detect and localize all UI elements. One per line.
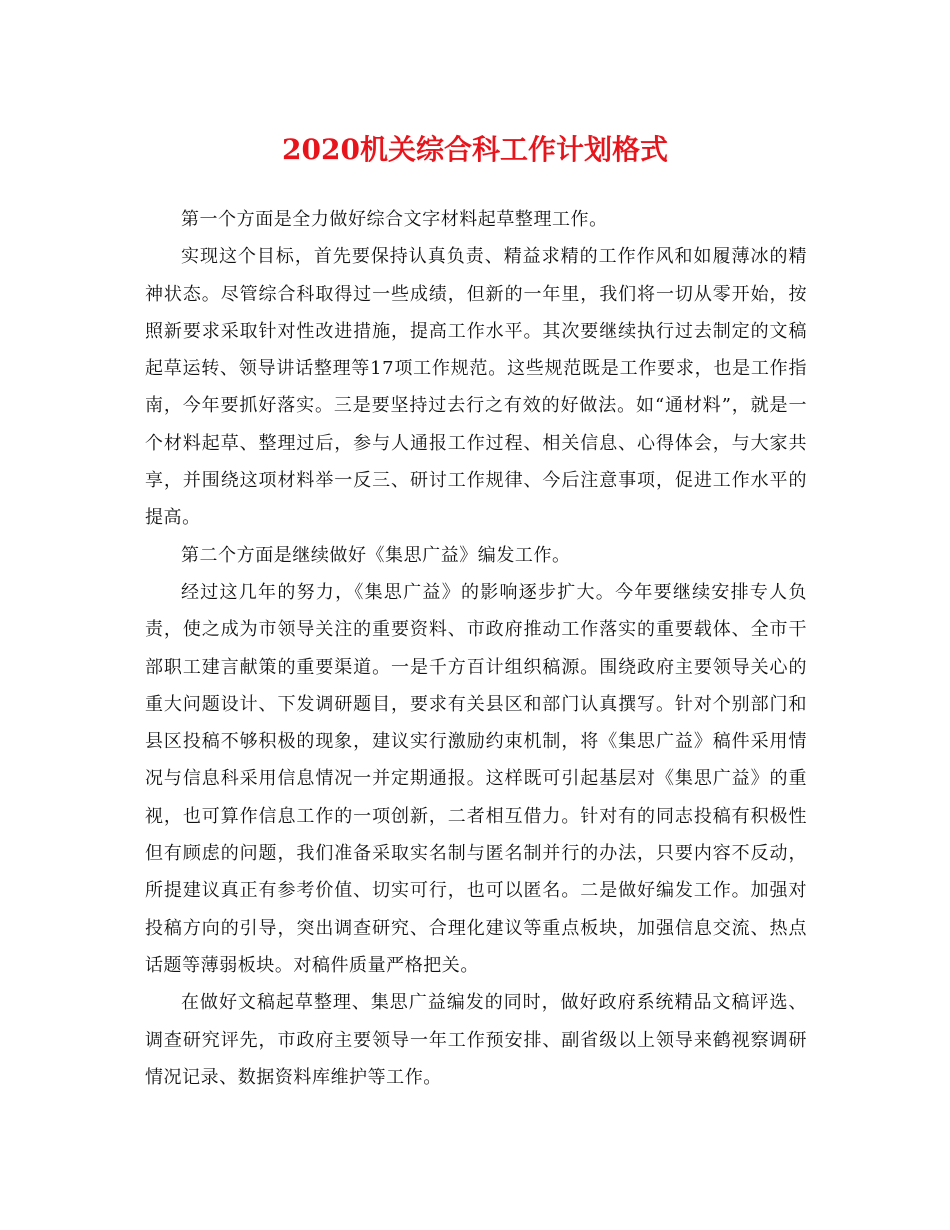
paragraph: 第二个方面是继续做好《集思广益》编发工作。 (181, 544, 571, 566)
paragraph: 实现这个目标，首先要保持认真负责、精益求精的工作作风和如履薄冰的精神状态。尽管综合科取得过一些成绩，但新的一年里，我们将一切从零开始，按照新要求采取针对性改进措施，提高工作水平。其次要继续执行过去制定的文稿起草运转、领导讲话整理等17项工作规范。这些规范既是工作要求，也是工作指南，今年要抓好落实。三是要坚持过去行之有效的好做法。如“通材料”，就是一个材料起草、整理过后，参与人通报工作过程、相关信息、心得体会，与大家共享，并围绕这项材料举一反三、研讨工作规律、今后注意事项，促进工作水平的提高。 (145, 246, 807, 529)
paragraph: 经过这几年的努力，《集思广益》的影响逐步扩大。今年要继续安排专人负责，使之成为市领导关注的重要资料、市政府推动工作落实的重要载体、全市干部职工建言献策的重要渠道。一是千方百计组织稿源。围绕政府主要领导关心的重大问题设计、下发调研题目，要求有关县区和部门认真撰写。针对个别部门和县区投稿不够积极的现象，建议实行激励约束机制，将《集思广益》稿件采用情况与信息科采用信息情况一并定期通报。这样既可引起基层对《集思广益》的重视，也可算作信息工作的一项创新，二者相互借力。针对有的同志投稿有积极性但有顾虑的问题，我们准备采取实名制与匿名制并行的办法，只要内容不反动，所提建议真正有参考价值、切实可行，也可以匿名。二是做好编发工作。加强对投稿方向的引导，突出调查研究、合理化建议等重点板块，加强信息交流、热点话题等薄弱板块。对稿件质量严格把关。 (145, 581, 807, 976)
paragraph: 第一个方面是全力做好综合文字材料起草整理工作。 (181, 209, 608, 230)
document-body (145, 201, 807, 1096)
document-title: 2020机关综合科工作计划格式 (282, 133, 668, 166)
paragraph: 在做好文稿起草整理、集思广益编发的同时，做好政府系统精品文稿评选、调查研究评先，市政府主要领导一年工作预安排、副省级以上领导来鹤视察调研情况记录、数据资料库维护等工作。 (145, 992, 807, 1088)
